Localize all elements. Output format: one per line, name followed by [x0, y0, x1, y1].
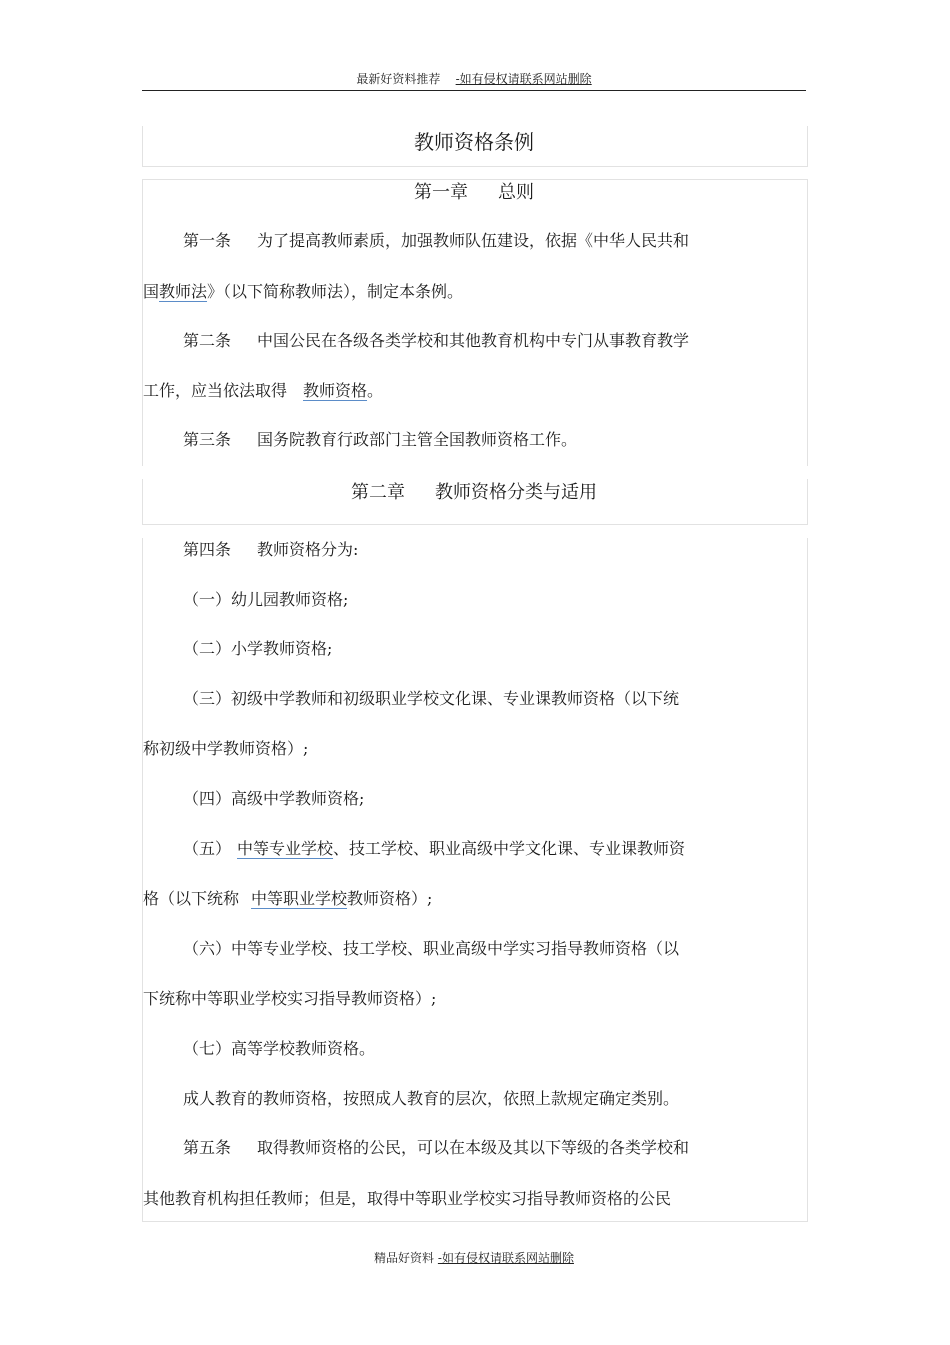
article-label: 第二条: [183, 331, 232, 350]
article-4-item-6-line-2: 下统称中等职业学校实习指导教师资格）;: [143, 989, 437, 1008]
article-1-line-2: 国教师法》（以下简称教师法），制定本条例。: [143, 282, 464, 301]
article-label: 第五条: [183, 1138, 232, 1157]
article-5-line-2: 其他教育机构担任教师；但是，取得中等职业学校实习指导教师资格的公民: [143, 1189, 672, 1208]
link-secondary-specialized-school[interactable]: 中等专业学校: [237, 839, 334, 858]
header-text-left: 最新好资料推荐: [356, 72, 441, 86]
article-5-line-1: 第五条 取得教师资格的公民，可以在本级及其以下等级的各类学校和: [183, 1138, 690, 1157]
link-teacher-qualification[interactable]: 教师资格: [303, 381, 368, 400]
chapter1-frame: [142, 179, 808, 466]
chapter-heading-1: [142, 180, 806, 206]
article-4-item-1: （一）幼儿园教师资格;: [183, 590, 349, 609]
chapter-name: 教师资格分类与适用: [435, 482, 597, 503]
article-4-item-5-line-1: （五） 中等专业学校、技工学校、职业高级中学文化课、专业课教师资: [183, 839, 686, 858]
footer-text-right: -如有侵权请联系网站删除: [437, 1251, 574, 1265]
link-secondary-vocational-school[interactable]: 中等职业学校: [251, 889, 348, 908]
article-2-line-1: 第二条 中国公民在各级各类学校和其他教育机构中专门从事教育教学: [183, 331, 690, 350]
header-text-right: -如有侵权请联系网站删除: [455, 72, 592, 86]
page-header: [142, 70, 806, 91]
link-teacher-law[interactable]: 教师法: [159, 282, 208, 301]
article-4-item-3-line-1: （三）初级中学教师和初级职业学校文化课、专业课教师资格（以下统: [183, 689, 680, 708]
article-4-item-5-line-2: 格（以下统称 中等职业学校教师资格）;: [143, 889, 433, 908]
article-label: 第四条: [183, 540, 232, 559]
page-footer: [142, 1249, 806, 1267]
article-label: 第一条: [183, 231, 232, 250]
article-2-line-2: 工作，应当依法取得 教师资格。: [143, 381, 384, 400]
chapter-heading-2: [142, 480, 806, 506]
chapter-number: 第二章: [351, 482, 405, 503]
article-4-item-7: （七）高等学校教师资格。: [183, 1039, 376, 1058]
article-4-item-2: （二）小学教师资格;: [183, 639, 333, 658]
document-title: 教师资格条例: [414, 130, 534, 154]
footer-text-left: 精品好资料: [374, 1251, 435, 1265]
article-3-line-1: 第三条 国务院教育行政部门主管全国教师资格工作。: [183, 430, 578, 449]
article-4-adult-education: 成人教育的教师资格，按照成人教育的层次，依照上款规定确定类别。: [183, 1089, 680, 1108]
article-4-item-3-line-2: 称初级中学教师资格）;: [143, 739, 309, 758]
article-label: 第三条: [183, 430, 232, 449]
chapter-name: 总则: [498, 182, 534, 203]
article-1-line-1: 第一条 为了提高教师素质，加强教师队伍建设，依据《中华人民共和: [183, 231, 690, 250]
article-4-line-1: 第四条 教师资格分为:: [183, 540, 359, 559]
chapter-number: 第一章: [414, 182, 468, 203]
article-4-item-6-line-1: （六）中等专业学校、技工学校、职业高级中学实习指导教师资格（以: [183, 939, 680, 958]
article-4-item-4: （四）高级中学教师资格;: [183, 789, 365, 808]
